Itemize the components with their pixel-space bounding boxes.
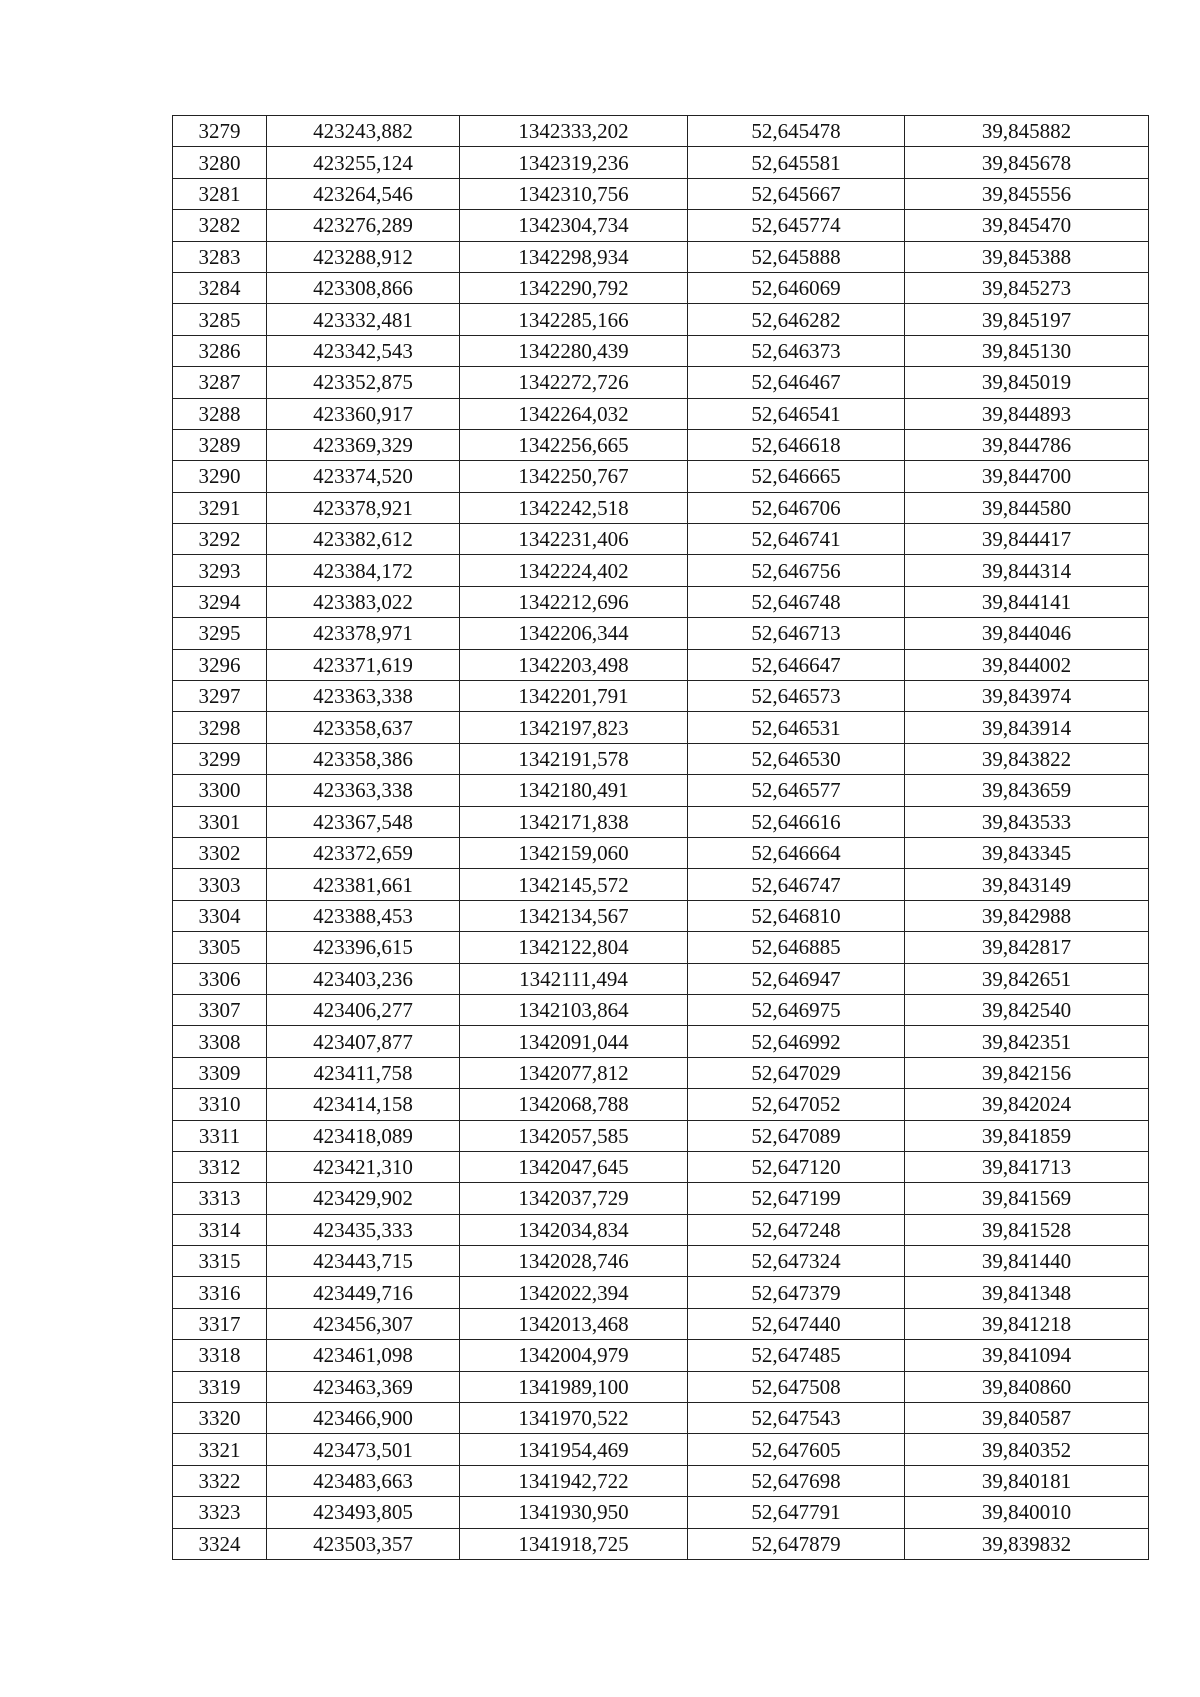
latitude-cell: 52,646713: [688, 618, 905, 649]
longitude-cell: 39,841528: [905, 1214, 1149, 1245]
x-coordinate-cell: 423463,369: [267, 1371, 460, 1402]
longitude-cell: 39,844893: [905, 398, 1149, 429]
longitude-cell: 39,843974: [905, 681, 1149, 712]
latitude-cell: 52,646947: [688, 963, 905, 994]
y-coordinate-cell: 1342145,572: [460, 869, 688, 900]
latitude-cell: 52,647698: [688, 1465, 905, 1496]
table-row: [173, 869, 1149, 900]
longitude-cell: 39,845388: [905, 241, 1149, 272]
point-number-cell: 3296: [173, 649, 267, 680]
point-number-cell: 3295: [173, 618, 267, 649]
longitude-cell: 39,843533: [905, 806, 1149, 837]
y-coordinate-cell: 1342028,746: [460, 1246, 688, 1277]
x-coordinate-cell: 423369,329: [267, 429, 460, 460]
x-coordinate-cell: 423503,357: [267, 1528, 460, 1559]
point-number-cell: 3297: [173, 681, 267, 712]
table-row: [173, 1057, 1149, 1088]
y-coordinate-cell: 1342037,729: [460, 1183, 688, 1214]
x-coordinate-cell: 423403,236: [267, 963, 460, 994]
y-coordinate-cell: 1342201,791: [460, 681, 688, 712]
latitude-cell: 52,646747: [688, 869, 905, 900]
table-row: [173, 241, 1149, 272]
longitude-cell: 39,845130: [905, 335, 1149, 366]
point-number-cell: 3287: [173, 367, 267, 398]
point-number-cell: 3279: [173, 116, 267, 147]
point-number-cell: 3298: [173, 712, 267, 743]
latitude-cell: 52,646467: [688, 367, 905, 398]
table-row: [173, 1465, 1149, 1496]
longitude-cell: 39,841440: [905, 1246, 1149, 1277]
x-coordinate-cell: 423372,659: [267, 837, 460, 868]
x-coordinate-cell: 423276,289: [267, 210, 460, 241]
longitude-cell: 39,841218: [905, 1308, 1149, 1339]
table-row: [173, 963, 1149, 994]
latitude-cell: 52,646282: [688, 304, 905, 335]
x-coordinate-cell: 423288,912: [267, 241, 460, 272]
point-number-cell: 3288: [173, 398, 267, 429]
longitude-cell: 39,845197: [905, 304, 1149, 335]
x-coordinate-cell: 423378,921: [267, 492, 460, 523]
point-number-cell: 3324: [173, 1528, 267, 1559]
longitude-cell: 39,843149: [905, 869, 1149, 900]
longitude-cell: 39,844046: [905, 618, 1149, 649]
y-coordinate-cell: 1342212,696: [460, 586, 688, 617]
table-row: [173, 1340, 1149, 1371]
x-coordinate-cell: 423461,098: [267, 1340, 460, 1371]
point-number-cell: 3301: [173, 806, 267, 837]
x-coordinate-cell: 423429,902: [267, 1183, 460, 1214]
x-coordinate-cell: 423493,805: [267, 1497, 460, 1528]
y-coordinate-cell: 1342171,838: [460, 806, 688, 837]
y-coordinate-cell: 1342077,812: [460, 1057, 688, 1088]
latitude-cell: 52,645667: [688, 178, 905, 209]
longitude-cell: 39,841859: [905, 1120, 1149, 1151]
point-number-cell: 3294: [173, 586, 267, 617]
point-number-cell: 3307: [173, 994, 267, 1025]
x-coordinate-cell: 423435,333: [267, 1214, 460, 1245]
y-coordinate-cell: 1342134,567: [460, 900, 688, 931]
longitude-cell: 39,842024: [905, 1089, 1149, 1120]
table-row: [173, 367, 1149, 398]
point-number-cell: 3323: [173, 1497, 267, 1528]
table-row: [173, 681, 1149, 712]
y-coordinate-cell: 1341989,100: [460, 1371, 688, 1402]
latitude-cell: 52,646618: [688, 429, 905, 460]
point-number-cell: 3281: [173, 178, 267, 209]
longitude-cell: 39,844580: [905, 492, 1149, 523]
longitude-cell: 39,842651: [905, 963, 1149, 994]
table-row: [173, 837, 1149, 868]
x-coordinate-cell: 423483,663: [267, 1465, 460, 1496]
x-coordinate-cell: 423378,971: [267, 618, 460, 649]
point-number-cell: 3280: [173, 147, 267, 178]
table-row: [173, 743, 1149, 774]
x-coordinate-cell: 423443,715: [267, 1246, 460, 1277]
table-row: [173, 1403, 1149, 1434]
point-number-cell: 3320: [173, 1403, 267, 1434]
point-number-cell: 3308: [173, 1026, 267, 1057]
latitude-cell: 52,647052: [688, 1089, 905, 1120]
table-row: [173, 1277, 1149, 1308]
table-row: [173, 1497, 1149, 1528]
point-number-cell: 3300: [173, 775, 267, 806]
table-row: [173, 775, 1149, 806]
longitude-cell: 39,842156: [905, 1057, 1149, 1088]
table-row: [173, 1214, 1149, 1245]
table-row: [173, 147, 1149, 178]
y-coordinate-cell: 1342319,236: [460, 147, 688, 178]
point-number-cell: 3286: [173, 335, 267, 366]
latitude-cell: 52,646531: [688, 712, 905, 743]
y-coordinate-cell: 1342057,585: [460, 1120, 688, 1151]
table-row: [173, 649, 1149, 680]
y-coordinate-cell: 1342250,767: [460, 461, 688, 492]
x-coordinate-cell: 423421,310: [267, 1151, 460, 1182]
table-row: [173, 398, 1149, 429]
longitude-cell: 39,840181: [905, 1465, 1149, 1496]
table-row: [173, 1151, 1149, 1182]
y-coordinate-cell: 1341954,469: [460, 1434, 688, 1465]
table-row: [173, 1183, 1149, 1214]
point-number-cell: 3302: [173, 837, 267, 868]
latitude-cell: 52,647120: [688, 1151, 905, 1182]
y-coordinate-cell: 1342264,032: [460, 398, 688, 429]
y-coordinate-cell: 1342191,578: [460, 743, 688, 774]
x-coordinate-cell: 423342,543: [267, 335, 460, 366]
x-coordinate-cell: 423382,612: [267, 524, 460, 555]
x-coordinate-cell: 423360,917: [267, 398, 460, 429]
latitude-cell: 52,646665: [688, 461, 905, 492]
y-coordinate-cell: 1341970,522: [460, 1403, 688, 1434]
x-coordinate-cell: 423332,481: [267, 304, 460, 335]
longitude-cell: 39,845882: [905, 116, 1149, 147]
longitude-cell: 39,840587: [905, 1403, 1149, 1434]
x-coordinate-cell: 423473,501: [267, 1434, 460, 1465]
x-coordinate-cell: 423414,158: [267, 1089, 460, 1120]
point-number-cell: 3306: [173, 963, 267, 994]
longitude-cell: 39,842351: [905, 1026, 1149, 1057]
table-row: [173, 618, 1149, 649]
latitude-cell: 52,646573: [688, 681, 905, 712]
x-coordinate-cell: 423255,124: [267, 147, 460, 178]
table-row: [173, 1246, 1149, 1277]
point-number-cell: 3289: [173, 429, 267, 460]
x-coordinate-cell: 423384,172: [267, 555, 460, 586]
table-row: [173, 806, 1149, 837]
y-coordinate-cell: 1342256,665: [460, 429, 688, 460]
table-row: [173, 1026, 1149, 1057]
longitude-cell: 39,844141: [905, 586, 1149, 617]
point-number-cell: 3321: [173, 1434, 267, 1465]
longitude-cell: 39,844002: [905, 649, 1149, 680]
latitude-cell: 52,647543: [688, 1403, 905, 1434]
table-row: [173, 555, 1149, 586]
table-row: [173, 932, 1149, 963]
y-coordinate-cell: 1342242,518: [460, 492, 688, 523]
table-row: [173, 116, 1149, 147]
longitude-cell: 39,843659: [905, 775, 1149, 806]
y-coordinate-cell: 1342091,044: [460, 1026, 688, 1057]
latitude-cell: 52,646664: [688, 837, 905, 868]
longitude-cell: 39,839832: [905, 1528, 1149, 1559]
latitude-cell: 52,645774: [688, 210, 905, 241]
latitude-cell: 52,646741: [688, 524, 905, 555]
y-coordinate-cell: 1342013,468: [460, 1308, 688, 1339]
longitude-cell: 39,841094: [905, 1340, 1149, 1371]
latitude-cell: 52,647605: [688, 1434, 905, 1465]
longitude-cell: 39,842817: [905, 932, 1149, 963]
latitude-cell: 52,646992: [688, 1026, 905, 1057]
y-coordinate-cell: 1341942,722: [460, 1465, 688, 1496]
point-number-cell: 3312: [173, 1151, 267, 1182]
table-row: [173, 1089, 1149, 1120]
latitude-cell: 52,646748: [688, 586, 905, 617]
x-coordinate-cell: 423466,900: [267, 1403, 460, 1434]
latitude-cell: 52,646577: [688, 775, 905, 806]
y-coordinate-cell: 1342047,645: [460, 1151, 688, 1182]
x-coordinate-cell: 423308,866: [267, 272, 460, 303]
longitude-cell: 39,844700: [905, 461, 1149, 492]
x-coordinate-cell: 423411,758: [267, 1057, 460, 1088]
latitude-cell: 52,646616: [688, 806, 905, 837]
latitude-cell: 52,647089: [688, 1120, 905, 1151]
point-number-cell: 3313: [173, 1183, 267, 1214]
coordinates-table: [172, 115, 1149, 1560]
y-coordinate-cell: 1342111,494: [460, 963, 688, 994]
y-coordinate-cell: 1342068,788: [460, 1089, 688, 1120]
point-number-cell: 3284: [173, 272, 267, 303]
longitude-cell: 39,842988: [905, 900, 1149, 931]
point-number-cell: 3304: [173, 900, 267, 931]
y-coordinate-cell: 1342203,498: [460, 649, 688, 680]
point-number-cell: 3309: [173, 1057, 267, 1088]
latitude-cell: 52,646885: [688, 932, 905, 963]
table-row: [173, 712, 1149, 743]
longitude-cell: 39,841713: [905, 1151, 1149, 1182]
point-number-cell: 3316: [173, 1277, 267, 1308]
longitude-cell: 39,841569: [905, 1183, 1149, 1214]
y-coordinate-cell: 1342122,804: [460, 932, 688, 963]
point-number-cell: 3303: [173, 869, 267, 900]
latitude-cell: 52,646069: [688, 272, 905, 303]
y-coordinate-cell: 1342159,060: [460, 837, 688, 868]
longitude-cell: 39,840352: [905, 1434, 1149, 1465]
y-coordinate-cell: 1342224,402: [460, 555, 688, 586]
table-row: [173, 492, 1149, 523]
longitude-cell: 39,845273: [905, 272, 1149, 303]
latitude-cell: 52,645888: [688, 241, 905, 272]
x-coordinate-cell: 423358,386: [267, 743, 460, 774]
point-number-cell: 3311: [173, 1120, 267, 1151]
latitude-cell: 52,647508: [688, 1371, 905, 1402]
table-row: [173, 272, 1149, 303]
y-coordinate-cell: 1342022,394: [460, 1277, 688, 1308]
y-coordinate-cell: 1342197,823: [460, 712, 688, 743]
latitude-cell: 52,647324: [688, 1246, 905, 1277]
point-number-cell: 3290: [173, 461, 267, 492]
point-number-cell: 3317: [173, 1308, 267, 1339]
table-row: [173, 1434, 1149, 1465]
x-coordinate-cell: 423264,546: [267, 178, 460, 209]
y-coordinate-cell: 1342004,979: [460, 1340, 688, 1371]
latitude-cell: 52,646541: [688, 398, 905, 429]
point-number-cell: 3282: [173, 210, 267, 241]
y-coordinate-cell: 1342290,792: [460, 272, 688, 303]
table-row: [173, 586, 1149, 617]
longitude-cell: 39,840010: [905, 1497, 1149, 1528]
x-coordinate-cell: 423418,089: [267, 1120, 460, 1151]
point-number-cell: 3291: [173, 492, 267, 523]
x-coordinate-cell: 423396,615: [267, 932, 460, 963]
x-coordinate-cell: 423449,716: [267, 1277, 460, 1308]
table-row: [173, 1371, 1149, 1402]
point-number-cell: 3322: [173, 1465, 267, 1496]
point-number-cell: 3310: [173, 1089, 267, 1120]
point-number-cell: 3285: [173, 304, 267, 335]
x-coordinate-cell: 423371,619: [267, 649, 460, 680]
latitude-cell: 52,646706: [688, 492, 905, 523]
table-row: [173, 900, 1149, 931]
latitude-cell: 52,647029: [688, 1057, 905, 1088]
latitude-cell: 52,647879: [688, 1528, 905, 1559]
latitude-cell: 52,647379: [688, 1277, 905, 1308]
y-coordinate-cell: 1342298,934: [460, 241, 688, 272]
longitude-cell: 39,845556: [905, 178, 1149, 209]
longitude-cell: 39,845019: [905, 367, 1149, 398]
latitude-cell: 52,646810: [688, 900, 905, 931]
point-number-cell: 3319: [173, 1371, 267, 1402]
y-coordinate-cell: 1342280,439: [460, 335, 688, 366]
table-row: [173, 335, 1149, 366]
latitude-cell: 52,646647: [688, 649, 905, 680]
point-number-cell: 3299: [173, 743, 267, 774]
y-coordinate-cell: 1341918,725: [460, 1528, 688, 1559]
table-row: [173, 210, 1149, 241]
longitude-cell: 39,844786: [905, 429, 1149, 460]
y-coordinate-cell: 1342103,864: [460, 994, 688, 1025]
longitude-cell: 39,845470: [905, 210, 1149, 241]
latitude-cell: 52,647248: [688, 1214, 905, 1245]
coordinates-table-body: [173, 116, 1149, 1560]
y-coordinate-cell: 1342272,726: [460, 367, 688, 398]
point-number-cell: 3292: [173, 524, 267, 555]
point-number-cell: 3314: [173, 1214, 267, 1245]
x-coordinate-cell: 423352,875: [267, 367, 460, 398]
point-number-cell: 3305: [173, 932, 267, 963]
y-coordinate-cell: 1342206,344: [460, 618, 688, 649]
longitude-cell: 39,842540: [905, 994, 1149, 1025]
longitude-cell: 39,843822: [905, 743, 1149, 774]
table-row: [173, 1308, 1149, 1339]
x-coordinate-cell: 423388,453: [267, 900, 460, 931]
y-coordinate-cell: 1342333,202: [460, 116, 688, 147]
x-coordinate-cell: 423381,661: [267, 869, 460, 900]
table-row: [173, 524, 1149, 555]
y-coordinate-cell: 1342034,834: [460, 1214, 688, 1245]
longitude-cell: 39,843914: [905, 712, 1149, 743]
x-coordinate-cell: 423407,877: [267, 1026, 460, 1057]
y-coordinate-cell: 1342304,734: [460, 210, 688, 241]
y-coordinate-cell: 1342285,166: [460, 304, 688, 335]
longitude-cell: 39,844417: [905, 524, 1149, 555]
x-coordinate-cell: 423456,307: [267, 1308, 460, 1339]
x-coordinate-cell: 423243,882: [267, 116, 460, 147]
table-row: [173, 1120, 1149, 1151]
longitude-cell: 39,841348: [905, 1277, 1149, 1308]
y-coordinate-cell: 1342231,406: [460, 524, 688, 555]
table-row: [173, 429, 1149, 460]
latitude-cell: 52,645581: [688, 147, 905, 178]
point-number-cell: 3318: [173, 1340, 267, 1371]
table-row: [173, 994, 1149, 1025]
table-row: [173, 461, 1149, 492]
x-coordinate-cell: 423363,338: [267, 681, 460, 712]
x-coordinate-cell: 423406,277: [267, 994, 460, 1025]
latitude-cell: 52,647485: [688, 1340, 905, 1371]
latitude-cell: 52,647199: [688, 1183, 905, 1214]
table-row: [173, 178, 1149, 209]
x-coordinate-cell: 423363,338: [267, 775, 460, 806]
latitude-cell: 52,645478: [688, 116, 905, 147]
x-coordinate-cell: 423374,520: [267, 461, 460, 492]
latitude-cell: 52,646756: [688, 555, 905, 586]
longitude-cell: 39,844314: [905, 555, 1149, 586]
table-row: [173, 1528, 1149, 1559]
x-coordinate-cell: 423383,022: [267, 586, 460, 617]
point-number-cell: 3283: [173, 241, 267, 272]
y-coordinate-cell: 1342310,756: [460, 178, 688, 209]
y-coordinate-cell: 1341930,950: [460, 1497, 688, 1528]
longitude-cell: 39,845678: [905, 147, 1149, 178]
point-number-cell: 3315: [173, 1246, 267, 1277]
point-number-cell: 3293: [173, 555, 267, 586]
table-row: [173, 304, 1149, 335]
latitude-cell: 52,646373: [688, 335, 905, 366]
latitude-cell: 52,646530: [688, 743, 905, 774]
longitude-cell: 39,843345: [905, 837, 1149, 868]
longitude-cell: 39,840860: [905, 1371, 1149, 1402]
latitude-cell: 52,646975: [688, 994, 905, 1025]
latitude-cell: 52,647440: [688, 1308, 905, 1339]
latitude-cell: 52,647791: [688, 1497, 905, 1528]
x-coordinate-cell: 423358,637: [267, 712, 460, 743]
x-coordinate-cell: 423367,548: [267, 806, 460, 837]
y-coordinate-cell: 1342180,491: [460, 775, 688, 806]
